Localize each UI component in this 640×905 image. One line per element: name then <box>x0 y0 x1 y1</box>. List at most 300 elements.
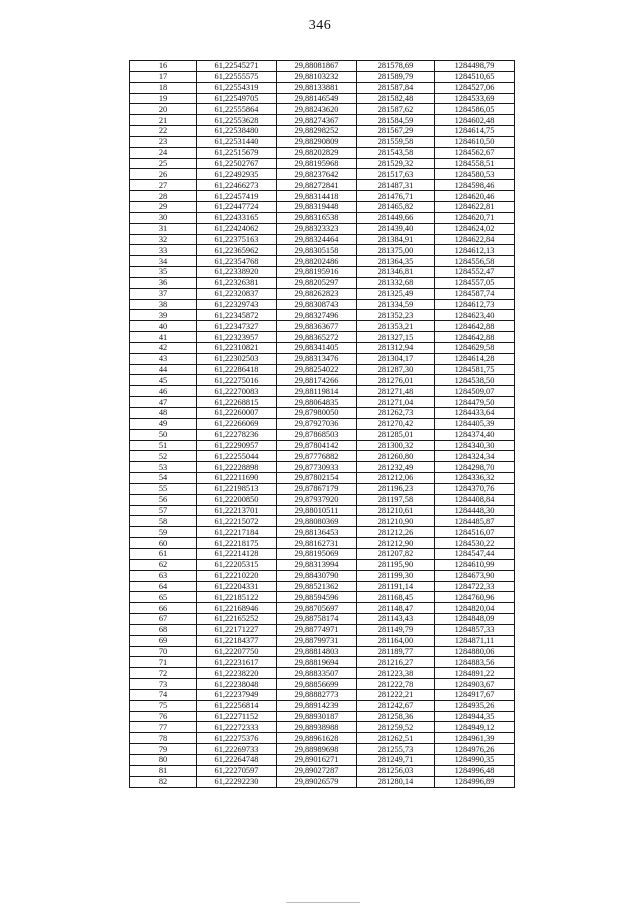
longitude-cell: 29,88272841 <box>277 180 357 191</box>
x-coordinate-cell: 281353,21 <box>357 321 435 332</box>
longitude-cell: 29,88799731 <box>277 635 357 646</box>
point-number-cell: 63 <box>130 570 197 581</box>
latitude-cell: 61,22466273 <box>197 180 277 191</box>
y-coordinate-cell: 1284547,44 <box>435 548 515 559</box>
y-coordinate-cell: 1284961,39 <box>435 733 515 744</box>
latitude-cell: 61,22218175 <box>197 538 277 549</box>
latitude-cell: 61,22213701 <box>197 505 277 516</box>
table-row <box>130 548 515 559</box>
longitude-cell: 29,88758174 <box>277 614 357 625</box>
x-coordinate-cell: 281352,23 <box>357 310 435 321</box>
longitude-cell: 29,88914239 <box>277 700 357 711</box>
point-number-cell: 58 <box>130 516 197 527</box>
x-coordinate-cell: 281199,30 <box>357 570 435 581</box>
table-row <box>130 668 515 679</box>
longitude-cell: 29,88938988 <box>277 722 357 733</box>
y-coordinate-cell: 1284433,64 <box>435 408 515 419</box>
y-coordinate-cell: 1284558,51 <box>435 158 515 169</box>
point-number-cell: 72 <box>130 668 197 679</box>
latitude-cell: 61,22323957 <box>197 332 277 343</box>
y-coordinate-cell: 1284624,02 <box>435 223 515 234</box>
x-coordinate-cell: 281517,63 <box>357 169 435 180</box>
table-row <box>130 755 515 766</box>
longitude-cell: 29,88146549 <box>277 93 357 104</box>
point-number-cell: 69 <box>130 635 197 646</box>
longitude-cell: 29,88081867 <box>277 61 357 72</box>
table-row <box>130 581 515 592</box>
latitude-cell: 61,22204331 <box>197 581 277 592</box>
y-coordinate-cell: 1284891,22 <box>435 668 515 679</box>
coordinates-table <box>129 60 515 788</box>
y-coordinate-cell: 1284612,73 <box>435 299 515 310</box>
x-coordinate-cell: 281258,36 <box>357 711 435 722</box>
longitude-cell: 29,88833507 <box>277 668 357 679</box>
latitude-cell: 61,22217184 <box>197 527 277 538</box>
latitude-cell: 61,22264748 <box>197 755 277 766</box>
table-row <box>130 624 515 635</box>
longitude-cell: 29,88814803 <box>277 646 357 657</box>
y-coordinate-cell: 1284527,06 <box>435 82 515 93</box>
latitude-cell: 61,22326381 <box>197 277 277 288</box>
x-coordinate-cell: 281232,49 <box>357 462 435 473</box>
latitude-cell: 61,22238220 <box>197 668 277 679</box>
point-number-cell: 16 <box>130 61 197 72</box>
table-row <box>130 505 515 516</box>
latitude-cell: 61,22269733 <box>197 744 277 755</box>
longitude-cell: 29,88819694 <box>277 657 357 668</box>
longitude-cell: 29,88274367 <box>277 115 357 126</box>
longitude-cell: 29,87867179 <box>277 483 357 494</box>
table-row <box>130 82 515 93</box>
point-number-cell: 67 <box>130 614 197 625</box>
point-number-cell: 77 <box>130 722 197 733</box>
longitude-cell: 29,88174266 <box>277 375 357 386</box>
latitude-cell: 61,22292230 <box>197 776 277 787</box>
longitude-cell: 29,88705697 <box>277 603 357 614</box>
point-number-cell: 42 <box>130 342 197 353</box>
x-coordinate-cell: 281346,81 <box>357 267 435 278</box>
latitude-cell: 61,22545271 <box>197 61 277 72</box>
table-row <box>130 126 515 137</box>
point-number-cell: 18 <box>130 82 197 93</box>
x-coordinate-cell: 281249,71 <box>357 755 435 766</box>
latitude-cell: 61,22278236 <box>197 429 277 440</box>
latitude-cell: 61,22290957 <box>197 440 277 451</box>
table-row <box>130 700 515 711</box>
latitude-cell: 61,22457419 <box>197 191 277 202</box>
y-coordinate-cell: 1284935,26 <box>435 700 515 711</box>
coordinates-table-body <box>130 61 515 788</box>
point-number-cell: 81 <box>130 765 197 776</box>
y-coordinate-cell: 1284370,76 <box>435 483 515 494</box>
x-coordinate-cell: 281255,73 <box>357 744 435 755</box>
y-coordinate-cell: 1284510,65 <box>435 71 515 82</box>
y-coordinate-cell: 1284642,88 <box>435 332 515 343</box>
latitude-cell: 61,22354768 <box>197 256 277 267</box>
longitude-cell: 29,88930187 <box>277 711 357 722</box>
x-coordinate-cell: 281543,58 <box>357 147 435 158</box>
table-row <box>130 375 515 386</box>
table-row <box>130 603 515 614</box>
table-row <box>130 61 515 72</box>
point-number-cell: 55 <box>130 483 197 494</box>
y-coordinate-cell: 1284871,11 <box>435 635 515 646</box>
table-row <box>130 223 515 234</box>
y-coordinate-cell: 1284903,67 <box>435 679 515 690</box>
x-coordinate-cell: 281222,78 <box>357 679 435 690</box>
longitude-cell: 29,88298252 <box>277 126 357 137</box>
point-number-cell: 17 <box>130 71 197 82</box>
longitude-cell: 29,88195968 <box>277 158 357 169</box>
latitude-cell: 61,22260007 <box>197 408 277 419</box>
longitude-cell: 29,88594596 <box>277 592 357 603</box>
table-row <box>130 527 515 538</box>
y-coordinate-cell: 1284944,35 <box>435 711 515 722</box>
point-number-cell: 21 <box>130 115 197 126</box>
table-row <box>130 765 515 776</box>
point-number-cell: 24 <box>130 147 197 158</box>
latitude-cell: 61,22266069 <box>197 418 277 429</box>
longitude-cell: 29,87927036 <box>277 418 357 429</box>
x-coordinate-cell: 281271,04 <box>357 397 435 408</box>
y-coordinate-cell: 1284996,48 <box>435 765 515 776</box>
point-number-cell: 47 <box>130 397 197 408</box>
latitude-cell: 61,22329743 <box>197 299 277 310</box>
latitude-cell: 61,22365962 <box>197 245 277 256</box>
longitude-cell: 29,87980050 <box>277 408 357 419</box>
x-coordinate-cell: 281256,03 <box>357 765 435 776</box>
point-number-cell: 61 <box>130 548 197 559</box>
table-row <box>130 158 515 169</box>
longitude-cell: 29,88313476 <box>277 353 357 364</box>
latitude-cell: 61,22555864 <box>197 104 277 115</box>
longitude-cell: 29,88119814 <box>277 386 357 397</box>
y-coordinate-cell: 1284509,07 <box>435 386 515 397</box>
point-number-cell: 66 <box>130 603 197 614</box>
longitude-cell: 29,88133881 <box>277 82 357 93</box>
table-row <box>130 635 515 646</box>
longitude-cell: 29,89026579 <box>277 776 357 787</box>
y-coordinate-cell: 1284516,07 <box>435 527 515 538</box>
point-number-cell: 35 <box>130 267 197 278</box>
y-coordinate-cell: 1284629,58 <box>435 342 515 353</box>
latitude-cell: 61,22515679 <box>197 147 277 158</box>
x-coordinate-cell: 281529,32 <box>357 158 435 169</box>
x-coordinate-cell: 281223,38 <box>357 668 435 679</box>
longitude-cell: 29,88243620 <box>277 104 357 115</box>
latitude-cell: 61,22268815 <box>197 397 277 408</box>
point-number-cell: 53 <box>130 462 197 473</box>
table-row <box>130 136 515 147</box>
latitude-cell: 61,22554319 <box>197 82 277 93</box>
y-coordinate-cell: 1284673,90 <box>435 570 515 581</box>
y-coordinate-cell: 1284324,34 <box>435 451 515 462</box>
latitude-cell: 61,22538480 <box>197 126 277 137</box>
longitude-cell: 29,88290809 <box>277 136 357 147</box>
point-number-cell: 39 <box>130 310 197 321</box>
y-coordinate-cell: 1284587,74 <box>435 288 515 299</box>
table-row <box>130 733 515 744</box>
longitude-cell: 29,87804142 <box>277 440 357 451</box>
longitude-cell: 29,88237642 <box>277 169 357 180</box>
y-coordinate-cell: 1284820,04 <box>435 603 515 614</box>
point-number-cell: 51 <box>130 440 197 451</box>
y-coordinate-cell: 1284622,81 <box>435 201 515 212</box>
x-coordinate-cell: 281259,52 <box>357 722 435 733</box>
y-coordinate-cell: 1284538,50 <box>435 375 515 386</box>
x-coordinate-cell: 281578,69 <box>357 61 435 72</box>
point-number-cell: 59 <box>130 527 197 538</box>
table-row <box>130 71 515 82</box>
latitude-cell: 61,22255044 <box>197 451 277 462</box>
latitude-cell: 61,22214128 <box>197 548 277 559</box>
point-number-cell: 71 <box>130 657 197 668</box>
longitude-cell: 29,88327496 <box>277 310 357 321</box>
point-number-cell: 40 <box>130 321 197 332</box>
point-number-cell: 30 <box>130 212 197 223</box>
latitude-cell: 61,22237949 <box>197 689 277 700</box>
x-coordinate-cell: 281196,23 <box>357 483 435 494</box>
x-coordinate-cell: 281300,32 <box>357 440 435 451</box>
table-row <box>130 494 515 505</box>
y-coordinate-cell: 1284620,46 <box>435 191 515 202</box>
latitude-cell: 61,22345872 <box>197 310 277 321</box>
point-number-cell: 32 <box>130 234 197 245</box>
longitude-cell: 29,87730933 <box>277 462 357 473</box>
latitude-cell: 61,22549705 <box>197 93 277 104</box>
point-number-cell: 60 <box>130 538 197 549</box>
latitude-cell: 61,22555575 <box>197 71 277 82</box>
point-number-cell: 75 <box>130 700 197 711</box>
x-coordinate-cell: 281287,30 <box>357 364 435 375</box>
y-coordinate-cell: 1284340,30 <box>435 440 515 451</box>
longitude-cell: 29,88856699 <box>277 679 357 690</box>
table-row <box>130 201 515 212</box>
x-coordinate-cell: 281242,67 <box>357 700 435 711</box>
point-number-cell: 64 <box>130 581 197 592</box>
latitude-cell: 61,22238048 <box>197 679 277 690</box>
table-row <box>130 310 515 321</box>
y-coordinate-cell: 1284610,99 <box>435 559 515 570</box>
x-coordinate-cell: 281195,90 <box>357 559 435 570</box>
table-row <box>130 397 515 408</box>
latitude-cell: 61,22275016 <box>197 375 277 386</box>
longitude-cell: 29,88365272 <box>277 332 357 343</box>
x-coordinate-cell: 281587,62 <box>357 104 435 115</box>
x-coordinate-cell: 281476,71 <box>357 191 435 202</box>
x-coordinate-cell: 281364,35 <box>357 256 435 267</box>
latitude-cell: 61,22310821 <box>197 342 277 353</box>
x-coordinate-cell: 281262,51 <box>357 733 435 744</box>
point-number-cell: 41 <box>130 332 197 343</box>
x-coordinate-cell: 281260,80 <box>357 451 435 462</box>
y-coordinate-cell: 1284722,33 <box>435 581 515 592</box>
latitude-cell: 61,22347327 <box>197 321 277 332</box>
x-coordinate-cell: 281210,90 <box>357 516 435 527</box>
point-number-cell: 28 <box>130 191 197 202</box>
point-number-cell: 31 <box>130 223 197 234</box>
point-number-cell: 44 <box>130 364 197 375</box>
latitude-cell: 61,22553628 <box>197 115 277 126</box>
y-coordinate-cell: 1284448,30 <box>435 505 515 516</box>
longitude-cell: 29,88774971 <box>277 624 357 635</box>
point-number-cell: 54 <box>130 473 197 484</box>
point-number-cell: 26 <box>130 169 197 180</box>
y-coordinate-cell: 1284883,56 <box>435 657 515 668</box>
y-coordinate-cell: 1284612,13 <box>435 245 515 256</box>
latitude-cell: 61,22272333 <box>197 722 277 733</box>
x-coordinate-cell: 281587,84 <box>357 82 435 93</box>
point-number-cell: 29 <box>130 201 197 212</box>
y-coordinate-cell: 1284408,84 <box>435 494 515 505</box>
table-row <box>130 679 515 690</box>
latitude-cell: 61,22211690 <box>197 473 277 484</box>
x-coordinate-cell: 281216,27 <box>357 657 435 668</box>
point-number-cell: 48 <box>130 408 197 419</box>
longitude-cell: 29,88195916 <box>277 267 357 278</box>
table-row <box>130 169 515 180</box>
latitude-cell: 61,22231617 <box>197 657 277 668</box>
longitude-cell: 29,88202829 <box>277 147 357 158</box>
x-coordinate-cell: 281559,58 <box>357 136 435 147</box>
table-row <box>130 559 515 570</box>
latitude-cell: 61,22270083 <box>197 386 277 397</box>
table-row <box>130 408 515 419</box>
point-number-cell: 33 <box>130 245 197 256</box>
longitude-cell: 29,88103232 <box>277 71 357 82</box>
table-row <box>130 104 515 115</box>
longitude-cell: 29,88254022 <box>277 364 357 375</box>
x-coordinate-cell: 281143,43 <box>357 614 435 625</box>
point-number-cell: 27 <box>130 180 197 191</box>
x-coordinate-cell: 281168,45 <box>357 592 435 603</box>
x-coordinate-cell: 281164,00 <box>357 635 435 646</box>
y-coordinate-cell: 1284479,50 <box>435 397 515 408</box>
point-number-cell: 65 <box>130 592 197 603</box>
table-row <box>130 353 515 364</box>
table-row <box>130 256 515 267</box>
latitude-cell: 61,22171227 <box>197 624 277 635</box>
table-row <box>130 614 515 625</box>
table-row <box>130 473 515 484</box>
longitude-cell: 29,88305158 <box>277 245 357 256</box>
table-row <box>130 212 515 223</box>
x-coordinate-cell: 281149,79 <box>357 624 435 635</box>
point-number-cell: 38 <box>130 299 197 310</box>
point-number-cell: 79 <box>130 744 197 755</box>
y-coordinate-cell: 1284610,50 <box>435 136 515 147</box>
table-row <box>130 342 515 353</box>
y-coordinate-cell: 1284336,32 <box>435 473 515 484</box>
x-coordinate-cell: 281210,61 <box>357 505 435 516</box>
point-number-cell: 50 <box>130 429 197 440</box>
latitude-cell: 61,22270597 <box>197 765 277 776</box>
point-number-cell: 49 <box>130 418 197 429</box>
x-coordinate-cell: 281325,49 <box>357 288 435 299</box>
latitude-cell: 61,22275376 <box>197 733 277 744</box>
point-number-cell: 34 <box>130 256 197 267</box>
x-coordinate-cell: 281222,21 <box>357 689 435 700</box>
y-coordinate-cell: 1284996,89 <box>435 776 515 787</box>
latitude-cell: 61,22210220 <box>197 570 277 581</box>
table-row <box>130 462 515 473</box>
x-coordinate-cell: 281312,94 <box>357 342 435 353</box>
latitude-cell: 61,22198513 <box>197 483 277 494</box>
coordinates-table-container <box>129 60 514 788</box>
y-coordinate-cell: 1284614,28 <box>435 353 515 364</box>
page-number: 346 <box>308 18 332 33</box>
y-coordinate-cell: 1284556,58 <box>435 256 515 267</box>
latitude-cell: 61,22424062 <box>197 223 277 234</box>
latitude-cell: 61,22375163 <box>197 234 277 245</box>
x-coordinate-cell: 281332,68 <box>357 277 435 288</box>
y-coordinate-cell: 1284620,71 <box>435 212 515 223</box>
point-number-cell: 82 <box>130 776 197 787</box>
table-row <box>130 711 515 722</box>
table-row <box>130 267 515 278</box>
point-number-cell: 43 <box>130 353 197 364</box>
longitude-cell: 29,88989698 <box>277 744 357 755</box>
longitude-cell: 29,89016271 <box>277 755 357 766</box>
point-number-cell: 57 <box>130 505 197 516</box>
table-row <box>130 299 515 310</box>
point-number-cell: 20 <box>130 104 197 115</box>
latitude-cell: 61,22286418 <box>197 364 277 375</box>
table-row <box>130 516 515 527</box>
x-coordinate-cell: 281271,48 <box>357 386 435 397</box>
x-coordinate-cell: 281567,29 <box>357 126 435 137</box>
x-coordinate-cell: 281276,01 <box>357 375 435 386</box>
x-coordinate-cell: 281439,40 <box>357 223 435 234</box>
y-coordinate-cell: 1284485,87 <box>435 516 515 527</box>
x-coordinate-cell: 281262,73 <box>357 408 435 419</box>
table-row <box>130 364 515 375</box>
longitude-cell: 29,88521362 <box>277 581 357 592</box>
table-row <box>130 429 515 440</box>
y-coordinate-cell: 1284623,40 <box>435 310 515 321</box>
longitude-cell: 29,88341405 <box>277 342 357 353</box>
latitude-cell: 61,22447724 <box>197 201 277 212</box>
table-row <box>130 538 515 549</box>
longitude-cell: 29,88162731 <box>277 538 357 549</box>
table-row <box>130 245 515 256</box>
table-row <box>130 321 515 332</box>
table-row <box>130 277 515 288</box>
latitude-cell: 61,22492935 <box>197 169 277 180</box>
point-number-cell: 62 <box>130 559 197 570</box>
table-row <box>130 418 515 429</box>
point-number-cell: 74 <box>130 689 197 700</box>
longitude-cell: 29,88010511 <box>277 505 357 516</box>
point-number-cell: 78 <box>130 733 197 744</box>
table-row <box>130 592 515 603</box>
table-row <box>130 744 515 755</box>
x-coordinate-cell: 281212,90 <box>357 538 435 549</box>
longitude-cell: 29,88080369 <box>277 516 357 527</box>
x-coordinate-cell: 281207,82 <box>357 548 435 559</box>
latitude-cell: 61,22168946 <box>197 603 277 614</box>
table-row <box>130 332 515 343</box>
y-coordinate-cell: 1284498,79 <box>435 61 515 72</box>
y-coordinate-cell: 1284857,33 <box>435 624 515 635</box>
x-coordinate-cell: 281197,58 <box>357 494 435 505</box>
y-coordinate-cell: 1284598,46 <box>435 180 515 191</box>
longitude-cell: 29,88313994 <box>277 559 357 570</box>
longitude-cell: 29,88319448 <box>277 201 357 212</box>
y-coordinate-cell: 1284530,22 <box>435 538 515 549</box>
table-row <box>130 722 515 733</box>
longitude-cell: 29,88324464 <box>277 234 357 245</box>
